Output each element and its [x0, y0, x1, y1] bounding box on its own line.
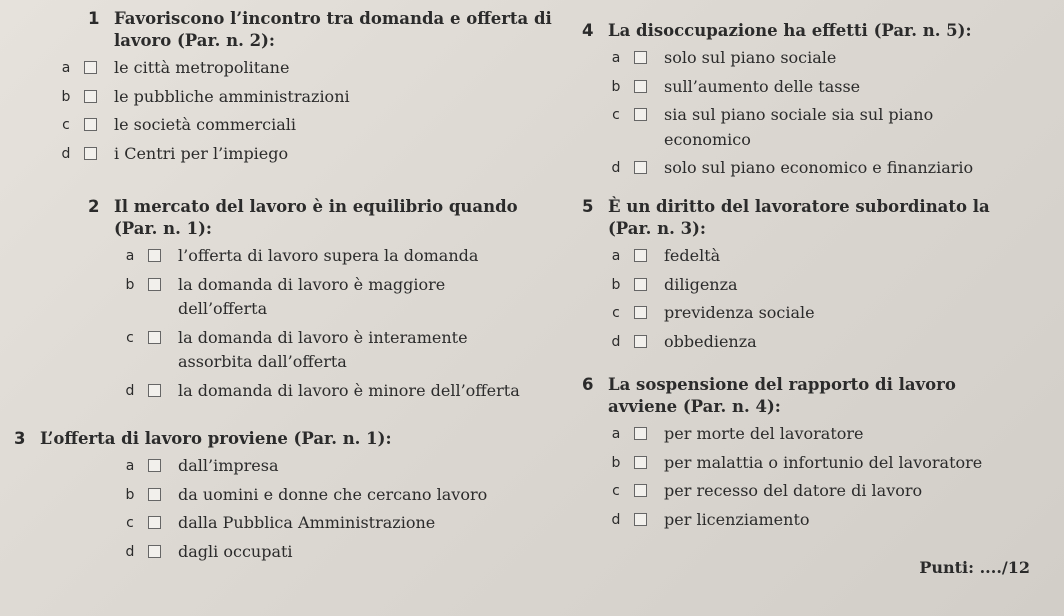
checkbox[interactable] — [148, 331, 161, 344]
question-text: Il mercato del lavoro è in equilibrio quando (Par. n. 1): — [114, 197, 518, 238]
option-text: sull’aumento delle tasse — [664, 76, 861, 96]
question-3 — [14, 428, 500, 564]
option-text: per morte del lavoratore — [664, 424, 864, 443]
option-letter: d — [611, 511, 621, 528]
checkbox[interactable] — [148, 488, 161, 501]
question-number: 5 — [582, 197, 594, 216]
question-number: 1 — [88, 9, 100, 28]
question-number: 6 — [582, 375, 594, 394]
option-letter: a — [125, 458, 135, 474]
checkbox[interactable] — [148, 516, 161, 529]
option-6a[interactable] — [611, 422, 1044, 447]
checkbox[interactable] — [634, 161, 647, 174]
question-text: La disoccupazione ha effetti (Par. n. 5): — [608, 21, 972, 40]
option-2b[interactable] — [125, 273, 488, 322]
option-4b[interactable] — [611, 75, 1004, 100]
question-text: L’offerta di lavoro proviene (Par. n. 1): — [40, 429, 392, 448]
option-text: le pubbliche amministrazioni — [114, 86, 350, 106]
question-6-header — [582, 374, 1028, 418]
option-text: la domanda di lavoro è maggiore dell’offerta — [178, 274, 446, 318]
checkbox[interactable] — [84, 147, 97, 160]
option-5b[interactable] — [611, 273, 1064, 298]
option-letter: a — [61, 60, 71, 76]
option-text: previdenza sociale — [664, 303, 815, 322]
option-text: per licenziamento — [664, 509, 810, 529]
option-5a[interactable] — [611, 244, 1064, 269]
option-letter: b — [611, 276, 621, 293]
checkbox[interactable] — [634, 484, 647, 497]
question-2 — [88, 196, 534, 403]
option-1c[interactable] — [62, 113, 559, 138]
checkbox[interactable] — [634, 335, 647, 348]
option-4c[interactable] — [612, 103, 974, 152]
option-text: le città metropolitane — [114, 58, 290, 77]
option-letter: a — [611, 248, 621, 264]
option-letter: b — [125, 486, 135, 503]
option-letter: b — [611, 78, 621, 95]
option-letter: c — [612, 483, 620, 499]
option-5d[interactable] — [611, 330, 1064, 355]
option-letter: b — [611, 454, 621, 471]
option-text: obbedienza — [664, 331, 757, 351]
option-text: la domanda di lavoro è interamente assorbita dall’offerta — [178, 327, 468, 371]
question-5-header — [582, 196, 1028, 240]
question-number: 3 — [14, 429, 26, 448]
checkbox[interactable] — [148, 249, 161, 262]
option-3a[interactable] — [125, 454, 638, 479]
checkbox[interactable] — [148, 545, 161, 558]
option-letter: d — [611, 333, 621, 350]
checkbox[interactable] — [634, 427, 647, 440]
question-text: È un diritto del lavoratore subordinato la (Par. n. 3): — [608, 197, 990, 238]
option-1d[interactable] — [61, 142, 559, 167]
option-6d[interactable] — [611, 508, 1044, 533]
option-2a[interactable] — [125, 244, 558, 269]
question-1 — [61, 8, 559, 166]
checkbox[interactable] — [148, 384, 161, 397]
question-text: La sospensione del rapporto di lavoro avviene (Par. n. 4): — [608, 375, 956, 416]
option-4d[interactable] — [611, 156, 1024, 181]
option-text: da uomini e donne che cercano lavoro — [178, 484, 488, 504]
points-total: Punti: ..../12 — [919, 558, 1030, 577]
option-text: la domanda di lavoro è minore dell’offerta — [178, 380, 520, 400]
question-3-header — [14, 428, 500, 450]
option-letter: d — [125, 382, 135, 399]
option-letter: a — [611, 50, 621, 66]
checkbox[interactable] — [634, 108, 647, 121]
option-text: diligenza — [664, 274, 738, 294]
question-number: 2 — [88, 197, 100, 216]
checkbox[interactable] — [148, 459, 161, 472]
option-text: solo sul piano sociale — [664, 48, 837, 67]
option-1b[interactable] — [61, 85, 559, 110]
checkbox[interactable] — [634, 249, 647, 262]
option-text: l’offerta di lavoro supera la domanda — [178, 246, 479, 265]
option-3d[interactable] — [125, 540, 638, 565]
option-letter: c — [612, 107, 620, 123]
option-1a[interactable] — [61, 56, 559, 81]
option-text: sia sul piano sociale sia sul piano economico — [664, 105, 934, 149]
option-3c[interactable] — [126, 511, 638, 536]
checkbox[interactable] — [634, 80, 647, 93]
option-letter: c — [126, 329, 134, 346]
option-letter: b — [125, 276, 135, 293]
checkbox[interactable] — [634, 278, 647, 291]
option-2c[interactable] — [126, 326, 508, 375]
option-letter: d — [125, 543, 135, 560]
option-text: per recesso del datore di lavoro — [664, 481, 923, 500]
question-text: Favoriscono l’incontro tra domanda e offerta di lavoro (Par. n. 2): — [114, 9, 552, 50]
option-text: i Centri per l’impiego — [114, 143, 289, 163]
checkbox[interactable] — [84, 90, 97, 103]
option-text: dall’impresa — [178, 456, 279, 475]
checkbox[interactable] — [634, 306, 647, 319]
option-letter: b — [61, 88, 71, 105]
option-text: solo sul piano economico e finanziario — [664, 158, 974, 177]
option-letter: a — [125, 248, 135, 264]
question-1-header — [88, 8, 559, 52]
option-text: dalla Pubblica Amministrazione — [178, 513, 436, 532]
checkbox[interactable] — [634, 51, 647, 64]
option-text: le società commerciali — [114, 115, 297, 134]
checkbox[interactable] — [84, 118, 97, 131]
option-letter: c — [126, 515, 134, 531]
checkbox[interactable] — [84, 61, 97, 74]
checkbox[interactable] — [148, 278, 161, 291]
option-3b[interactable] — [125, 483, 638, 508]
option-letter: c — [612, 305, 620, 321]
question-2-header — [88, 196, 534, 240]
checkbox[interactable] — [634, 456, 647, 469]
option-letter: a — [611, 426, 621, 442]
option-text: fedeltà — [664, 246, 721, 265]
option-6c[interactable] — [612, 479, 1044, 504]
question-number: 4 — [582, 21, 594, 40]
question-4 — [582, 20, 1048, 181]
option-4a[interactable] — [611, 46, 1004, 71]
option-2d[interactable] — [125, 379, 578, 404]
option-letter: d — [61, 145, 71, 162]
option-letter: c — [62, 117, 70, 133]
question-6 — [582, 374, 1028, 532]
option-text: per malattia o infortunio del lavoratore — [664, 452, 983, 472]
option-letter: d — [611, 160, 621, 176]
question-4-header — [582, 20, 1048, 42]
option-6b[interactable] — [611, 451, 1044, 476]
option-text: dagli occupati — [178, 541, 293, 561]
checkbox[interactable] — [634, 513, 647, 526]
option-5c[interactable] — [612, 301, 1064, 326]
question-5 — [582, 196, 1028, 354]
